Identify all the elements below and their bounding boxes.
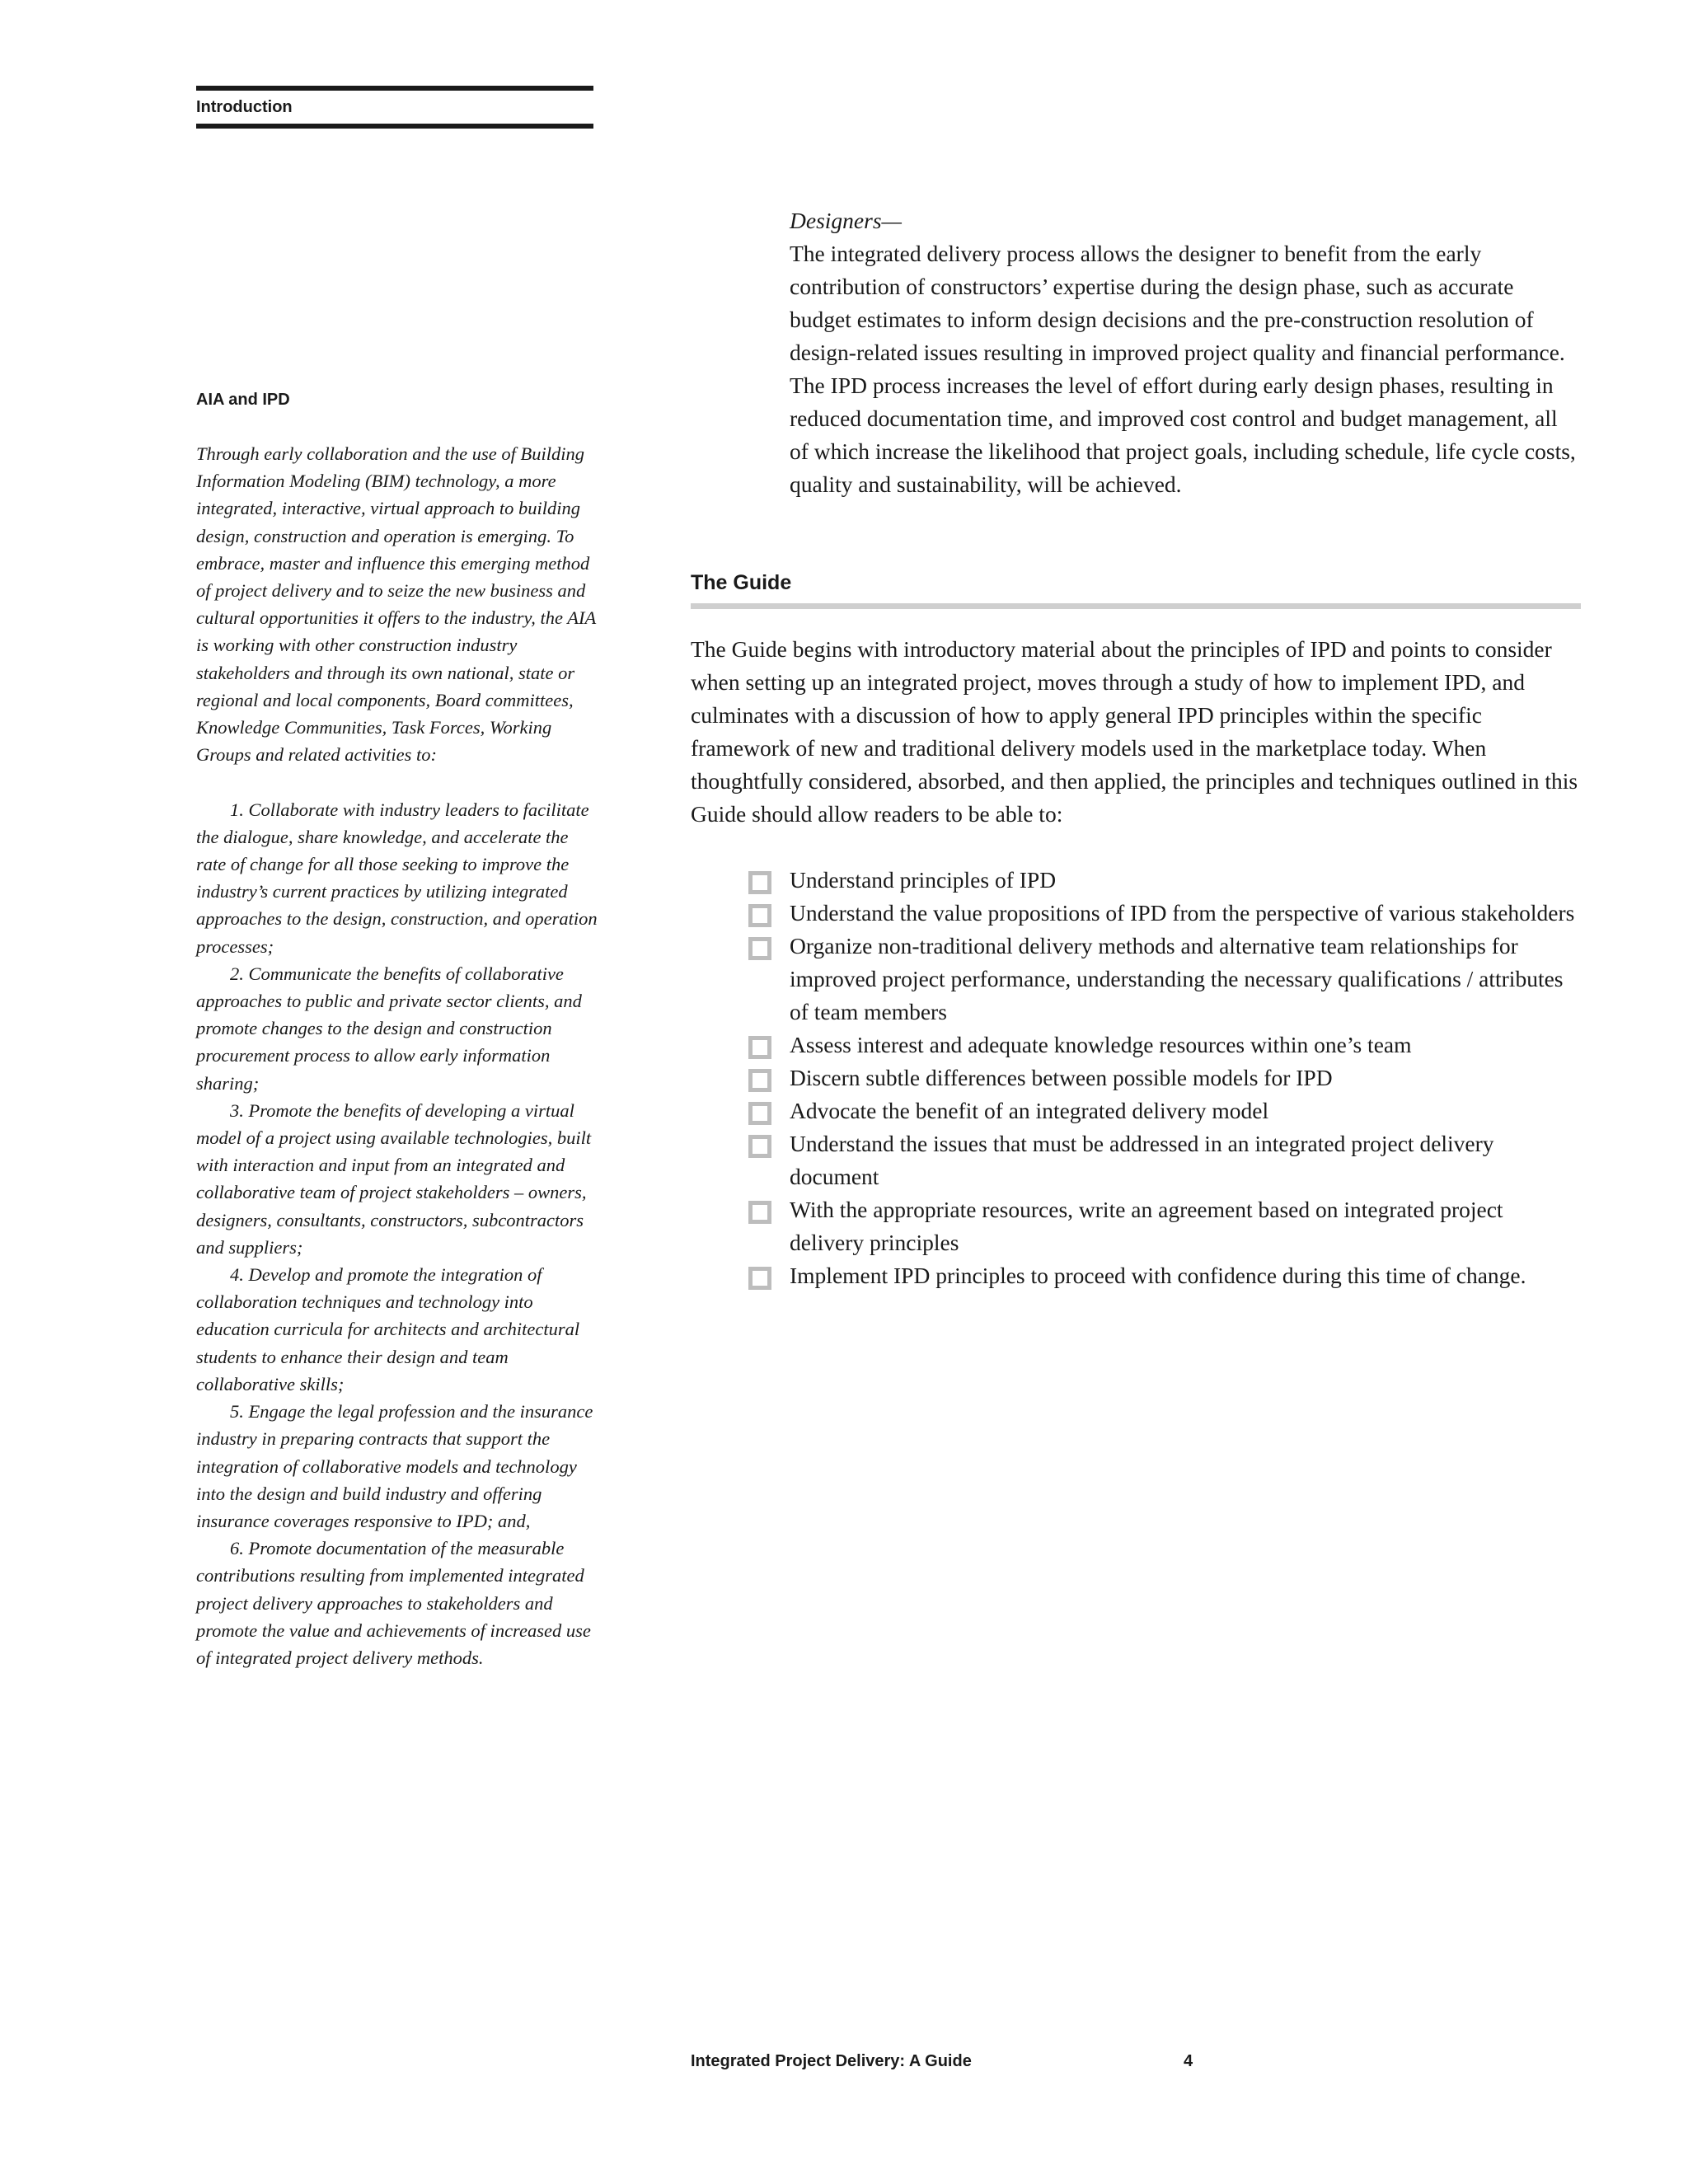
sidebar-list-item: 2. Communicate the benefits of collaborative approaches to public and private sector clients, and promote changes to the design and construction procurement process to allow early information sharing; bbox=[196, 963, 582, 1094]
objective-item bbox=[790, 1193, 1581, 1259]
objective-item bbox=[790, 1094, 1581, 1127]
sidebar-heading: AIA and IPD bbox=[196, 391, 290, 409]
objective-text: Advocate the benefit of an integrated delivery model bbox=[790, 1098, 1269, 1123]
checkbox-icon bbox=[748, 1102, 771, 1125]
sidebar-intro: Through early collaboration and the use of Building Information Modeling (BIM) technology, a more integrated, interactive, virtual approach to building design, construction and operation is emerging. To embrace, master and influence this emerging method of project delivery and to seize the new business and cultural opportunities it offers to the industry, the AIA is working with other construction industry stakeholders and through its own national, state or regional and local components, Board committees, Knowledge Communities, Task Forces, Working Groups and related activities to: bbox=[196, 443, 596, 766]
objective-item bbox=[790, 1029, 1581, 1062]
objectives-list bbox=[790, 864, 1581, 1292]
sidebar-body bbox=[196, 440, 598, 1671]
checkbox-icon bbox=[748, 1036, 771, 1059]
objective-item bbox=[790, 897, 1581, 930]
sidebar-list-item: 1. Collaborate with industry leaders to facilitate the dialogue, share knowledge, and accelerate the rate of change for all those seeking to improve the industry’s current practices by utilizing integrated approaches to the design, construction, and operation processes; bbox=[196, 799, 598, 957]
checkbox-icon bbox=[748, 1069, 771, 1092]
objective-item bbox=[790, 1062, 1581, 1094]
guide-heading-text: The Guide bbox=[691, 571, 792, 594]
objective-text: Understand the issues that must be addressed in an integrated project delivery document bbox=[790, 1131, 1494, 1189]
designers-section bbox=[790, 204, 1581, 501]
objective-text: Implement IPD principles to proceed with confidence during this time of change. bbox=[790, 1263, 1526, 1288]
checkbox-icon bbox=[748, 1201, 771, 1224]
section-label: Introduction bbox=[196, 98, 293, 116]
objective-text: Assess interest and adequate knowledge resources within one’s team bbox=[790, 1032, 1412, 1057]
section-header bbox=[196, 86, 593, 129]
objective-item bbox=[790, 930, 1581, 1029]
objective-item bbox=[790, 1127, 1581, 1193]
objective-item bbox=[790, 864, 1581, 897]
objective-text: Discern subtle differences between possible models for IPD bbox=[790, 1065, 1333, 1090]
designers-body: The integrated delivery process allows the designer to benefit from the early contribution of constructors’ expertise during the design phase, such as accurate budget estimates to inform design decisions and the pre-construction resolution of design-related issues resulting in improved project quality and financial performance. The IPD process increases the level of effort during early design phases, resulting in reduced documentation time, and improved cost control and budget management, all of which increase the likelihood that project goals, including schedule, life cycle costs, quality and sustainability, will be achieved. bbox=[790, 241, 1576, 497]
objective-text: With the appropriate resources, write an agreement based on integrated project delivery principles bbox=[790, 1197, 1503, 1255]
checkbox-icon bbox=[748, 904, 771, 927]
objective-text: Understand the value propositions of IPD from the perspective of various stakeholders bbox=[790, 900, 1575, 926]
guide-heading bbox=[691, 569, 1581, 609]
page-number: 4 bbox=[1184, 2052, 1193, 2070]
sidebar-list-item: 3. Promote the benefits of developing a virtual model of a project using available technologies, built with interaction and input from an integrated and collaborative team of project stakeholders – owners, designers, consultants, constructors, subcontractors and suppliers; bbox=[196, 1099, 592, 1258]
objective-text: Understand principles of IPD bbox=[790, 867, 1057, 893]
checkbox-icon bbox=[748, 937, 771, 960]
sidebar-list-item: 6. Promote documentation of the measurable contributions resulting from implemented integrated project delivery approaches to stakeholders and promote the value and achievements of increased use of integrated project delivery methods. bbox=[196, 1538, 591, 1668]
checkbox-icon bbox=[748, 1135, 771, 1158]
checkbox-icon bbox=[748, 1267, 771, 1290]
footer-title: Integrated Project Delivery: A Guide bbox=[691, 2052, 972, 2070]
objective-text: Organize non-traditional delivery methods and alternative team relationships for improved project performance, understanding the necessary qualifications / attributes of team members bbox=[790, 933, 1564, 1024]
sidebar-list-item: 5. Engage the legal profession and the insurance industry in preparing contracts that support the integration of collaborative models and technology into the design and build industry and offering insurance coverages responsive to IPD; and, bbox=[196, 1401, 593, 1531]
designers-title: Designers— bbox=[790, 208, 902, 233]
objective-item bbox=[790, 1259, 1581, 1292]
guide-intro: The Guide begins with introductory material about the principles of IPD and points to consider when setting up an integrated project, moves through a study of how to implement IPD, and culminates with a discussion of how to apply general IPD principles within the specific framework of new and traditional delivery models used in the marketplace today. When thoughtfully considered, absorbed, and then applied, the principles and techniques outlined in this Guide should allow readers to be able to: bbox=[691, 636, 1578, 827]
checkbox-icon bbox=[748, 871, 771, 894]
sidebar-list-item: 4. Develop and promote the integration of collaboration techniques and technology into education curricula for architects and architectural students to enhance their design and team collaborative skills; bbox=[196, 1264, 580, 1394]
